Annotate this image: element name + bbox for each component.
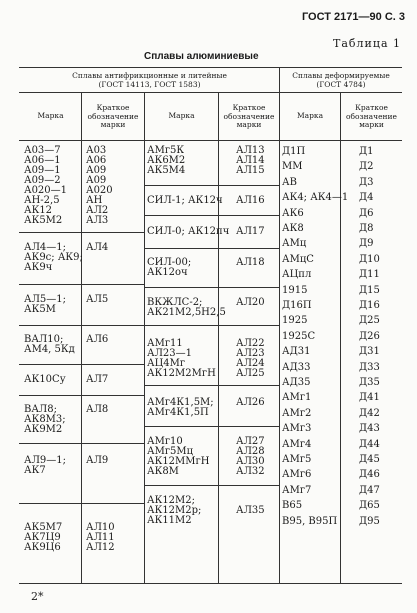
- code: АЛ32: [236, 466, 265, 477]
- wrought-grade: АМг3: [282, 423, 312, 434]
- wrought-grade: АД31: [282, 346, 311, 357]
- grade: СИЛ-00;: [147, 257, 192, 268]
- grade: АК12: [24, 205, 53, 216]
- grade: АК12М2МгН: [147, 368, 216, 379]
- standard-header: ГОСТ 2171—90 С. 3: [301, 11, 405, 23]
- c1g7-grades: [24, 523, 62, 553]
- grade: АК7: [24, 465, 46, 476]
- wrought-code: Д11: [359, 269, 380, 280]
- c1-sep: [19, 232, 145, 233]
- c1g4-grades: [24, 375, 66, 385]
- grade: АЛ5—1;: [24, 294, 67, 305]
- grade: АМ4, 5Кд: [24, 344, 75, 355]
- wrought-code: Д35: [359, 377, 380, 388]
- code: А03: [86, 145, 107, 156]
- wrought-code: Д26: [359, 331, 380, 342]
- wrought-grade: АК4; АК4—1: [282, 192, 349, 203]
- code: АЛ26: [236, 397, 265, 408]
- code: АЛ35: [236, 505, 265, 516]
- wrought-grade: Д16П: [282, 300, 312, 311]
- c1g6-grades: [24, 456, 66, 476]
- c1g6-codes: [86, 456, 108, 466]
- c2g4-grades: [147, 298, 226, 318]
- wrought-grade: АК6: [282, 208, 304, 219]
- code: АЛ7: [86, 374, 109, 385]
- c1g0-grades: [24, 146, 67, 226]
- wrought-grade: АК8: [282, 223, 304, 234]
- grade: А09—2: [24, 175, 61, 186]
- code: АЛ22: [236, 338, 265, 349]
- c2g4-codes: [236, 298, 265, 308]
- wrought-code: Д44: [359, 439, 380, 450]
- grade: АМг5К: [147, 145, 185, 156]
- c1-sep: [19, 395, 145, 396]
- code: АЛ3: [86, 215, 109, 226]
- grade: АМг4К1,5П: [147, 407, 209, 418]
- grade: АК12оч: [147, 267, 188, 278]
- c2g1-grades: [147, 196, 223, 206]
- wrought-code: Д10: [359, 254, 380, 265]
- wrought-code: Д9: [359, 238, 374, 249]
- c1g7-codes: [86, 523, 115, 553]
- grade: АК5М7: [24, 522, 63, 533]
- code: АЛ6: [86, 334, 109, 345]
- code: АЛ23: [236, 348, 265, 359]
- table-top-rule: [19, 67, 402, 68]
- wrought-code: Д25: [359, 315, 380, 326]
- wrought-grade: 1925: [282, 315, 308, 326]
- wrought-grade: АД33: [282, 362, 311, 373]
- grade: СИЛ-1; АК12ч: [147, 195, 223, 206]
- wrought-code: Д15: [359, 285, 380, 296]
- code: АН: [86, 195, 103, 206]
- wrought-code: Д16: [359, 300, 380, 311]
- c2-sep: [144, 485, 280, 486]
- c2g0-codes: [236, 146, 265, 176]
- code: АЛ30: [236, 456, 265, 467]
- c1g1-codes: [86, 243, 108, 253]
- c1g3-codes: [86, 335, 108, 345]
- wrought-code: Д2: [359, 161, 374, 172]
- wrought-grade: АМг6: [282, 469, 312, 480]
- wrought-grade: ММ: [282, 161, 303, 172]
- c2g8-grades: [147, 496, 201, 526]
- col-divider-2: [144, 93, 145, 583]
- col-divider-1: [81, 93, 82, 583]
- code: АЛ28: [236, 446, 265, 457]
- code: АЛ5: [86, 294, 109, 305]
- grade: АК5М2: [24, 215, 63, 226]
- grade: А09—1: [24, 165, 61, 176]
- code: АЛ20: [236, 297, 265, 308]
- c2g3-grades: [147, 258, 191, 278]
- c1g5-codes: [86, 405, 108, 415]
- wrought-code: Д33: [359, 362, 380, 373]
- col-header-short-1: Краткое обозначение марки: [87, 103, 139, 129]
- c2g7-grades: [147, 437, 209, 477]
- code: АЛ13: [236, 145, 265, 156]
- col-header-short-2: Краткое обозначение марки: [223, 103, 275, 129]
- grade: АК12М2;: [147, 495, 196, 506]
- wrought-code: Д43: [359, 423, 380, 434]
- c1-sep: [19, 503, 145, 504]
- c2-sep: [144, 426, 280, 427]
- code: А06: [86, 155, 107, 166]
- grade: А020—1: [24, 185, 68, 196]
- wrought-code: Д3: [359, 177, 374, 188]
- c1g2-codes: [86, 295, 108, 305]
- code: А020: [86, 185, 113, 196]
- table-bottom-rule: [19, 583, 402, 584]
- code: АЛ4: [86, 242, 109, 253]
- wrought-code: Д47: [359, 485, 380, 496]
- col-header-grade-1: Марка: [37, 111, 64, 120]
- wrought-code: Д41: [359, 392, 380, 403]
- col-header-grade-2: Марка: [168, 111, 195, 120]
- wrought-code: Д4: [359, 192, 374, 203]
- c1g4-codes: [86, 375, 108, 385]
- grade: АМг4К1,5М;: [147, 397, 214, 408]
- col-divider-3: [218, 93, 219, 583]
- code: А09: [86, 165, 107, 176]
- grade: АК12ММгН: [147, 456, 210, 467]
- wrought-code: Д45: [359, 454, 380, 465]
- grade: АК9М2: [24, 424, 63, 435]
- c2g2-grades: [147, 227, 229, 237]
- grade: АЛ4—1;: [24, 242, 67, 253]
- code: АЛ11: [86, 532, 115, 543]
- c1g0-codes: [86, 146, 113, 226]
- c2g5-grades: [147, 339, 216, 379]
- col-header-short-3: Краткое обозначение марки: [346, 103, 397, 129]
- wrought-grade: АМг5: [282, 454, 312, 465]
- wrought-grade: В95, В95П: [282, 516, 338, 527]
- code: АЛ8: [86, 404, 109, 415]
- wrought-code: Д46: [359, 469, 380, 480]
- col-divider-5: [340, 93, 341, 583]
- wrought-code: Д31: [359, 346, 380, 357]
- c2g2-codes: [236, 227, 265, 237]
- grade: АМг5Мц: [147, 446, 194, 457]
- wrought-grade: АМцС: [282, 254, 314, 265]
- grade: А06—1: [24, 155, 61, 166]
- wrought-grade: АМц: [282, 238, 307, 249]
- code: АЛ17: [236, 226, 265, 237]
- grade: АК9ч: [24, 262, 53, 273]
- table-title: Сплавы алюминиевые: [144, 51, 259, 62]
- code: АЛ2: [86, 205, 109, 216]
- grade: АК10Су: [24, 374, 66, 385]
- code: АЛ9: [86, 455, 109, 466]
- grade: АК8М3;: [24, 414, 66, 425]
- grade: ВАЛ10;: [24, 334, 64, 345]
- grade: АК8М: [147, 466, 179, 477]
- code: АЛ10: [86, 522, 115, 533]
- code: АЛ25: [236, 368, 265, 379]
- code: АЛ27: [236, 436, 265, 447]
- grade: А03—7: [24, 145, 61, 156]
- grade: ВКЖЛС-2;: [147, 297, 203, 308]
- table-label: Таблица 1: [333, 37, 401, 50]
- code: АЛ18: [236, 257, 265, 268]
- c2-sep: [144, 215, 280, 216]
- c2-sep: [144, 287, 280, 288]
- c1-sep: [19, 325, 145, 326]
- wrought-grade: АД35: [282, 377, 311, 388]
- wrought-code: Д95: [359, 516, 380, 527]
- c2-sep: [144, 385, 280, 386]
- wrought-code: Д8: [359, 223, 374, 234]
- grade: АК7Ц9: [24, 532, 61, 543]
- code: АЛ14: [236, 155, 265, 166]
- c2g0-grades: [147, 146, 185, 176]
- c2g7-codes: [236, 437, 265, 477]
- code: АЛ24: [236, 358, 265, 369]
- grade: АК21М2,5Н2,5: [147, 307, 226, 318]
- grade: АЦ4Мг: [147, 358, 186, 369]
- c2-sep: [144, 248, 280, 249]
- c2g3-codes: [236, 258, 265, 268]
- wrought-grade: 1925С: [282, 331, 316, 342]
- wrought-grade: АЦпл: [282, 269, 312, 280]
- c1g2-grades: [24, 295, 66, 315]
- cast-alloys-heading: Сплавы антифрикционные и литейные (ГОСТ 14113, ГОСТ 1583): [72, 71, 227, 89]
- wrought-grade: АМг4: [282, 439, 312, 450]
- c2g5-codes: [236, 339, 265, 379]
- c2g8-codes: [236, 506, 265, 516]
- grade: АК5М: [24, 304, 56, 315]
- wrought-grade: Д1П: [282, 146, 306, 157]
- c2g6-codes: [236, 398, 265, 408]
- c2g1-codes: [236, 196, 265, 206]
- c1-sep: [19, 443, 145, 444]
- c2-sep: [144, 185, 280, 186]
- code: АЛ16: [236, 195, 265, 206]
- wrought-alloys-heading: Сплавы деформируемые (ГОСТ 4784): [292, 71, 390, 89]
- c2-sep: [144, 325, 280, 326]
- wrought-code: Д65: [359, 500, 380, 511]
- code: А09: [86, 175, 107, 186]
- grade: СИЛ-0; АК12пч: [147, 226, 230, 237]
- code: АЛ12: [86, 542, 115, 553]
- grade: АЛ23—1: [147, 348, 193, 359]
- wrought-grade: АМг2: [282, 408, 312, 419]
- wrought-grade: 1915: [282, 285, 308, 296]
- grade: АК9Ц6: [24, 542, 61, 553]
- c1g3-grades: [24, 335, 75, 355]
- grade: АМг11: [147, 338, 183, 349]
- c1-sep: [19, 284, 145, 285]
- grade: АМг10: [147, 436, 183, 447]
- wrought-grade: АМг1: [282, 392, 312, 403]
- wrought-grade: АМг7: [282, 485, 312, 496]
- grade: ВАЛ8;: [24, 404, 57, 415]
- grade: АК11М2: [147, 515, 192, 526]
- wrought-grade: АВ: [282, 177, 297, 188]
- code: АЛ15: [236, 165, 265, 176]
- group-header-rule: [19, 92, 402, 93]
- wrought-grade: В65: [282, 500, 303, 511]
- grade: АЛ9—1;: [24, 455, 67, 466]
- c1g1-grades: [24, 243, 83, 273]
- grade: АК6М2: [147, 155, 186, 166]
- grade: АК5М4: [147, 165, 186, 176]
- col-header-grade-3: Марка: [296, 111, 324, 120]
- wrought-code: Д6: [359, 208, 374, 219]
- column-header-rule: [19, 140, 402, 141]
- page-number: 2*: [31, 590, 44, 603]
- c1-sep: [19, 364, 145, 365]
- c2g6-grades: [147, 398, 214, 418]
- wrought-code: Д1: [359, 146, 374, 157]
- grade: АК12М2р;: [147, 505, 202, 516]
- grade: АН-2,5: [24, 195, 60, 206]
- wrought-code: Д42: [359, 408, 380, 419]
- grade: АК9с; АК9;: [24, 252, 83, 263]
- c1g5-grades: [24, 405, 66, 435]
